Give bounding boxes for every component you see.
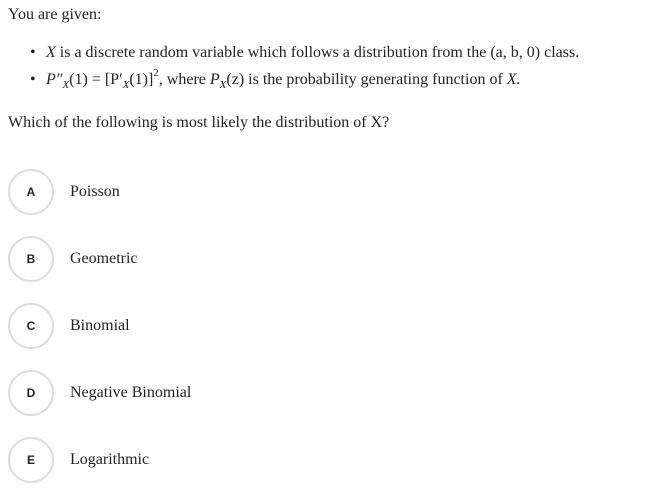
power-exponent: 2 (153, 67, 159, 79)
question-text: Which of the following is most likely the distribution of X? (8, 114, 390, 131)
variable-x: X. (506, 71, 521, 88)
given-item-1 (30, 42, 579, 69)
option-b-label: Geometric (70, 250, 138, 267)
pgf-subscript: X (62, 79, 70, 91)
given-item-1-text: is a discrete random variable which follows a distribution from the (a, b, 0) class. (59, 44, 580, 61)
given-list (30, 42, 579, 96)
given-item-2-mid: , where (158, 71, 206, 88)
option-d-label: Negative Binomial (70, 384, 192, 401)
given-item-2-tail: is the probability generating function of (248, 71, 503, 88)
option-d-badge[interactable]: D (8, 370, 54, 416)
option-d[interactable] (8, 370, 191, 416)
option-a-label: Poisson (70, 183, 120, 200)
option-a-badge[interactable]: A (8, 169, 54, 215)
pgf-equation-right: (1)] (129, 71, 154, 88)
option-b[interactable] (8, 236, 138, 282)
intro-text: You are given: (8, 6, 102, 23)
variable-x: X (46, 44, 56, 61)
option-e-badge[interactable]: E (8, 437, 54, 483)
option-c-label: Binomial (70, 317, 130, 334)
pgf-subscript: X (219, 79, 227, 91)
pgf-argument: (z) (226, 71, 245, 88)
pgf-symbol: P (209, 71, 220, 88)
option-e-label: Logarithmic (70, 451, 150, 468)
option-c-badge[interactable]: C (8, 303, 54, 349)
pgf-subscript: X (122, 79, 130, 91)
pgf-second-derivative: P″ (46, 71, 63, 88)
option-e[interactable] (8, 437, 149, 483)
pgf-equation-left: (1) = [P′ (69, 71, 123, 88)
option-a[interactable] (8, 169, 120, 215)
given-item-2 (30, 69, 579, 96)
option-b-badge[interactable]: B (8, 236, 54, 282)
option-c[interactable] (8, 303, 130, 349)
